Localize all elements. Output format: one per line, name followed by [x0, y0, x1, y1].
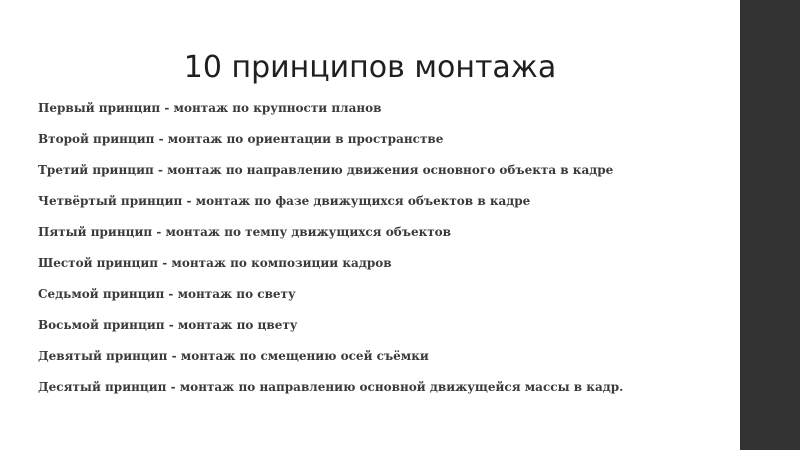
list-item: Пятый принцип - монтаж по темпу движущихся объектов — [38, 225, 452, 239]
list-item: Третий принцип - монтаж по направлению движения основного объекта в кадре — [38, 163, 614, 177]
list-item: Первый принцип - монтаж по крупности планов — [38, 101, 382, 115]
principles-list — [38, 100, 623, 410]
slide-title: 10 принципов монтажа — [183, 50, 557, 85]
list-item: Седьмой принцип - монтаж по свету — [38, 287, 296, 301]
list-item: Второй принцип - монтаж по ориентации в пространстве — [38, 132, 444, 146]
list-item: Восьмой принцип - монтаж по цвету — [38, 318, 298, 332]
list-item: Девятый принцип - монтаж по смещению осей съёмки — [38, 349, 429, 363]
list-item: Шестой принцип - монтаж по композиции кадров — [38, 256, 392, 270]
side-bar — [740, 0, 800, 450]
list-item: Десятый принцип - монтаж по направлению основной движущейся массы в кадр. — [38, 380, 624, 394]
list-item: Четвёртый принцип - монтаж по фазе движущихся объектов в кадре — [38, 194, 531, 208]
